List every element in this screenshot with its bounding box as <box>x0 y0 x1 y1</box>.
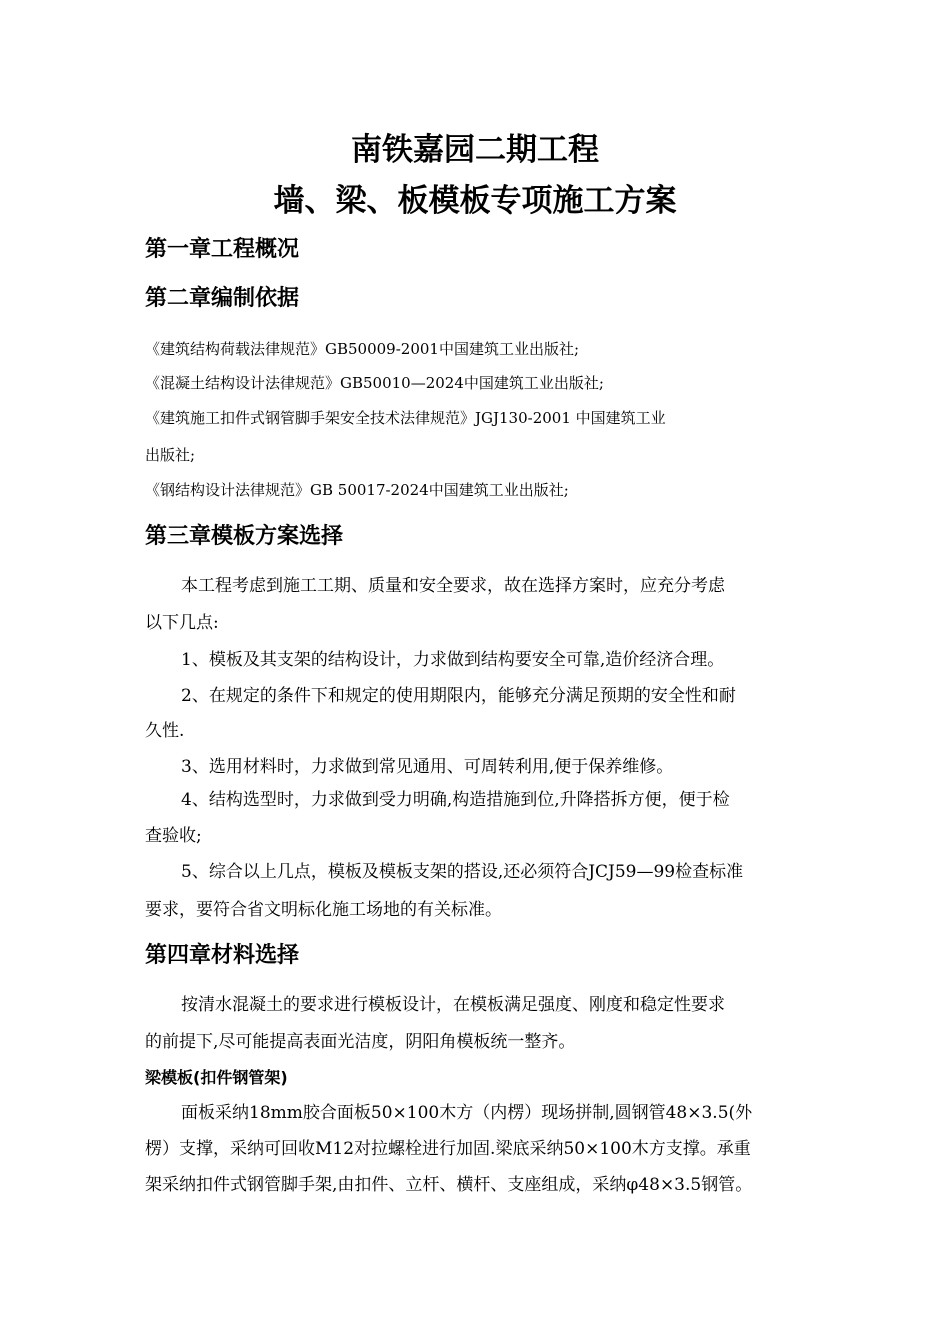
body-text-line: 楞）支撑，采纳可回收M12对拉螺栓进行加固.梁底采纳50×100木方支撑。承重 <box>145 1139 751 1159</box>
list-item-2: 2、在规定的条件下和规定的使用期限内，能够充分满足预期的安全性和耐 <box>181 686 736 706</box>
reference-line: 《建筑结构荷载法律规范》GB50009-2001中国建筑工业出版社; <box>145 340 580 358</box>
reference-line: 《建筑施工扣件式钢管脚手架安全技术法律规范》JGJ130-2001 中国建筑工业 <box>145 409 666 427</box>
reference-line: 《混凝土结构设计法律规范》GB50010—2024中国建筑工业出版社; <box>145 374 604 392</box>
chapter-1-heading: 第一章工程概况 <box>145 237 300 262</box>
list-item-1: 1、模板及其支架的结构设计，力求做到结构要安全可靠,造价经济合理。 <box>181 650 725 670</box>
list-item-2-continuation: 久性. <box>145 721 185 741</box>
document-title-line-1: 南铁嘉园二期工程 <box>351 132 599 168</box>
reference-line: 《钢结构设计法律规范》GB 50017-2024中国建筑工业出版社; <box>145 481 569 499</box>
body-text-line: 面板采纳18mm胶合面板50×100木方（内楞）现场拼制,圆钢管48×3.5(外 <box>181 1103 753 1123</box>
chapter-3-heading: 第三章模板方案选择 <box>145 524 344 549</box>
body-text-line: 按清水混凝土的要求进行模板设计，在模板满足强度、刚度和稳定性要求 <box>181 995 725 1015</box>
body-text-line: 的前提下,尽可能提高表面光洁度，阴阳角模板统一整齐。 <box>145 1032 576 1052</box>
document-title-line-2: 墙、梁、板模板专项施工方案 <box>273 183 677 219</box>
list-item-5: 5、综合以上几点，模板及模板支架的搭设,还必须符合JCJ59—99检查标准 <box>181 862 744 882</box>
chapter-2-heading: 第二章编制依据 <box>145 286 300 311</box>
list-item-4-continuation: 查验收; <box>145 826 202 846</box>
body-text-line: 以下几点: <box>145 613 219 633</box>
body-text-line: 架采纳扣件式钢管脚手架,由扣件、立杆、横杆、支座组成，采纳φ48×3.5钢管。 <box>145 1175 753 1195</box>
body-text-line: 本工程考虑到施工工期、质量和安全要求，故在选择方案时，应充分考虑 <box>181 576 725 596</box>
list-item-3: 3、选用材料时，力求做到常见通用、可周转利用,便于保养维修。 <box>181 757 674 777</box>
reference-line: 出版社; <box>145 446 196 464</box>
list-item-5-continuation: 要求，要符合省文明标化施工场地的有关标准。 <box>145 900 502 920</box>
list-item-4: 4、结构选型时，力求做到受力明确,构造措施到位,升降搭拆方便，便于检 <box>181 790 730 810</box>
chapter-4-heading: 第四章材料选择 <box>145 943 300 968</box>
beam-formwork-subheading: 梁模板(扣件钢管架) <box>145 1068 288 1087</box>
